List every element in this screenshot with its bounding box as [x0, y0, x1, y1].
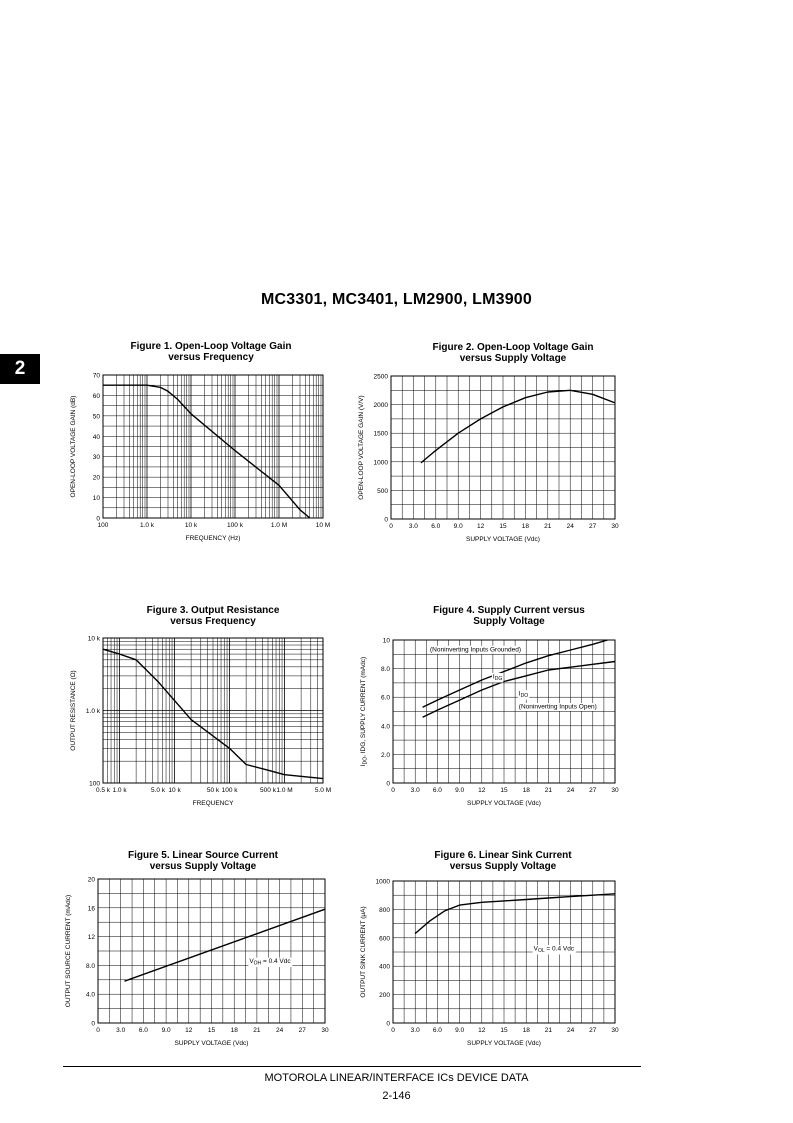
fig2-x-tick-label: 0	[389, 523, 393, 530]
figure-3-title-line1: Figure 3. Output Resistance	[146, 605, 280, 616]
figure-4-title-line2: Supply Voltage	[473, 616, 545, 627]
fig2-x-tick-label: 15	[499, 523, 507, 530]
fig2-y-tick-label: 1500	[373, 430, 388, 438]
fig4-y-tick-label: 6.0	[380, 694, 390, 702]
fig2-x-tick-label: 6.0	[431, 523, 441, 530]
fig5-x-tick-label: 0	[96, 1027, 100, 1034]
fig6-x-tick-label: 6.0	[432, 1027, 442, 1034]
fig6-x-tick-label: 21	[544, 1027, 553, 1034]
fig4-x-tick-label: 3.0	[410, 787, 420, 794]
fig4-annotation: (Noninverting Inputs Grounded)	[430, 646, 522, 654]
figure-1-title-line2: versus Frequency	[168, 352, 254, 363]
fig5-x-tick-label: 9.0	[161, 1027, 171, 1034]
fig3-y-tick-label: 10 k	[87, 635, 100, 643]
fig2-y-tick-label: 500	[377, 487, 388, 495]
fig2-x-tick-label: 12	[476, 523, 485, 530]
fig3-y-tick-label: 100	[89, 780, 100, 788]
figure-5-title-line1: Figure 5. Linear Source Current	[127, 850, 279, 861]
figure-5-title-line2: versus Supply Voltage	[149, 861, 257, 872]
fig1-x-tick-label: 100	[97, 522, 109, 529]
fig4-annotation: $I_{DO}$	[518, 690, 529, 700]
fig6-x-tick-label: 24	[566, 1027, 575, 1034]
fig3-x-tick-label: 10 k	[168, 787, 181, 794]
figure-6-title-line1: Figure 6. Linear Sink Current	[434, 850, 572, 861]
fig4-x-tick-label: 27	[589, 787, 597, 794]
fig4-y-tick-label: 0	[386, 780, 390, 788]
fig5-annotation: $V_{OH} = 0.4$ Vdc	[249, 958, 291, 967]
fig3-x-tick-label: 50 k	[206, 787, 220, 794]
footer-rule	[63, 1066, 641, 1067]
fig5-y-tick-label: 0	[91, 1020, 95, 1028]
fig6-y-axis-label: OUTPUT SINK CURRENT (μA)	[360, 906, 367, 998]
fig2-x-tick-label: 18	[521, 523, 530, 530]
fig3-x-tick-label: 5.0 k	[150, 787, 166, 794]
fig5-y-tick-label: 8.0	[85, 962, 95, 970]
fig1-x-tick-label: 1.0 M	[270, 522, 288, 529]
figure-2-title-line1: Figure 2. Open-Loop Voltage Gain	[432, 342, 594, 353]
fig1-y-axis-label: OPEN-LOOP VOLTAGE GAIN (dB)	[70, 395, 77, 498]
fig5-x-tick-label: 12	[185, 1027, 193, 1034]
fig3-x-tick-label: 100 k	[221, 787, 238, 794]
footer-text: MOTOROLA LINEAR/INTERFACE ICs DEVICE DATA	[264, 1072, 529, 1084]
fig1-y-tick-label: 50	[92, 413, 100, 421]
section-tab: 2	[0, 354, 40, 384]
fig4-y-tick-label: 2.0	[380, 751, 390, 759]
fig4-annotation: (Noninverting Inputs Open)	[518, 703, 597, 711]
fig5-x-tick-label: 6.0	[138, 1027, 148, 1034]
fig5-x-tick-label: 27	[298, 1027, 306, 1034]
fig6-x-tick-label: 12	[478, 1027, 486, 1034]
fig5-y-tick-label: 12	[87, 934, 95, 942]
fig6-x-tick-label: 0	[391, 1027, 395, 1034]
fig2-y-tick-label: 1000	[373, 459, 388, 467]
fig4-x-tick-label: 6.0	[432, 787, 442, 794]
fig6-y-tick-label: 800	[379, 906, 390, 914]
fig3-x-tick-label: 1.0 M	[276, 787, 293, 794]
fig2-y-tick-label: 0	[384, 516, 388, 524]
fig5-y-tick-label: 16	[87, 905, 95, 913]
fig3-x-tick-label: 1.0 k	[112, 787, 127, 794]
fig5-x-tick-label: 18	[230, 1027, 238, 1034]
fig6-annotation: $V_{OL} = 0.4$ Vdc	[533, 945, 575, 954]
fig4-x-axis-label: SUPPLY VOLTAGE (Vdc)	[467, 800, 541, 807]
fig1-y-tick-label: 20	[92, 474, 100, 482]
fig4-x-tick-label: 18	[522, 787, 530, 794]
fig3-x-tick-label: 500 k	[260, 787, 276, 794]
fig6-y-tick-label: 1000	[375, 878, 390, 886]
fig3-x-tick-label: 0.5 k	[95, 787, 111, 794]
fig2-x-tick-label: 3.0	[408, 523, 418, 530]
fig6-x-tick-label: 9.0	[455, 1027, 465, 1034]
fig2-y-axis-label: OPEN-LOOP VOLTAGE GAIN (V/V)	[358, 395, 365, 500]
fig4-x-tick-label: 12	[478, 787, 486, 794]
fig1-y-tick-label: 60	[92, 392, 100, 400]
fig1-x-axis-label: FREQUENCY (Hz)	[185, 535, 241, 542]
fig6-x-tick-label: 27	[589, 1027, 597, 1034]
fig5-x-tick-label: 24	[275, 1027, 284, 1034]
fig6-x-tick-label: 18	[522, 1027, 530, 1034]
fig1-x-tick-label: 10 k	[184, 522, 198, 529]
fig4-y-tick-label: 8.0	[380, 666, 390, 674]
fig3-x-axis-label: FREQUENCY	[192, 800, 234, 807]
fig6-x-tick-label: 30	[611, 1027, 619, 1034]
fig3-y-tick-label: 1.0 k	[85, 708, 100, 715]
figure-4-title-line1: Figure 4. Supply Current versus	[433, 605, 585, 616]
fig4-annotation: $I_{DG}$	[492, 673, 503, 682]
fig2-x-axis-label: SUPPLY VOLTAGE (Vdc)	[466, 536, 540, 543]
fig3-y-axis-label: OUTPUT RESISTANCE (Ω)	[70, 670, 77, 751]
fig4-y-tick-label: 10	[382, 637, 390, 645]
fig4-x-tick-label: 9.0	[455, 787, 465, 794]
fig4-x-tick-label: 30	[611, 787, 619, 794]
fig5-x-tick-label: 30	[321, 1027, 329, 1034]
fig1-x-tick-label: 100 k	[227, 522, 243, 529]
fig1-x-tick-label: 10 M	[315, 522, 331, 529]
fig5-x-tick-label: 15	[207, 1027, 216, 1034]
figure-3-title-line2: versus Frequency	[170, 616, 256, 627]
fig2-y-tick-label: 2500	[373, 373, 388, 381]
fig5-y-tick-label: 4.0	[85, 991, 95, 999]
fig5-y-axis-label: OUTPUT SOURCE CURRENT (mAdc)	[65, 894, 72, 1008]
fig2-x-tick-label: 27	[588, 523, 597, 530]
fig3-x-tick-label: 5.0 M	[314, 787, 332, 794]
fig6-y-tick-label: 0	[386, 1020, 390, 1028]
fig4-x-tick-label: 24	[566, 787, 575, 794]
fig1-y-tick-label: 0	[96, 515, 100, 523]
fig6-y-tick-label: 600	[379, 935, 390, 943]
fig1-y-tick-label: 40	[92, 433, 100, 441]
fig6-y-tick-label: 400	[379, 963, 390, 971]
fig5-x-tick-label: 21	[253, 1027, 261, 1034]
fig5-x-axis-label: SUPPLY VOLTAGE (Vdc)	[174, 1040, 249, 1047]
fig6-y-tick-label: 200	[379, 992, 390, 1000]
page-number: 2-146	[382, 1090, 411, 1102]
fig1-y-tick-label: 10	[92, 495, 100, 503]
figure-1-title-line1: Figure 1. Open-Loop Voltage Gain	[130, 341, 292, 352]
figure-2-title-line2: versus Supply Voltage	[459, 353, 567, 364]
figure-6-title-line2: versus Supply Voltage	[449, 861, 557, 872]
fig4-x-tick-label: 21	[544, 787, 553, 794]
fig4-x-tick-label: 15	[500, 787, 508, 794]
fig6-x-tick-label: 15	[500, 1027, 508, 1034]
fig4-y-axis-label: $I_{DO}$, IDG, SUPPLY CURRENT (mAdc)	[360, 656, 369, 767]
fig5-y-tick-label: 20	[87, 876, 95, 884]
fig5-x-tick-label: 3.0	[116, 1027, 126, 1034]
fig2-y-tick-label: 2000	[373, 402, 388, 410]
fig1-y-tick-label: 30	[92, 454, 100, 462]
fig4-y-tick-label: 4.0	[380, 723, 390, 731]
fig1-y-tick-label: 70	[92, 372, 100, 380]
fig1-x-tick-label: 1.0 k	[139, 522, 155, 529]
fig2-x-tick-label: 21	[544, 523, 552, 530]
fig2-x-tick-label: 24	[566, 523, 574, 530]
fig2-series-line-1	[421, 390, 615, 463]
fig6-x-axis-label: SUPPLY VOLTAGE (Vdc)	[467, 1040, 541, 1047]
fig6-x-tick-label: 3.0	[410, 1027, 420, 1034]
fig2-x-tick-label: 9.0	[453, 523, 463, 530]
fig4-x-tick-label: 0	[391, 787, 395, 794]
fig2-x-tick-label: 30	[611, 523, 619, 530]
page-title: MC3301, MC3401, LM2900, LM3900	[260, 291, 532, 308]
